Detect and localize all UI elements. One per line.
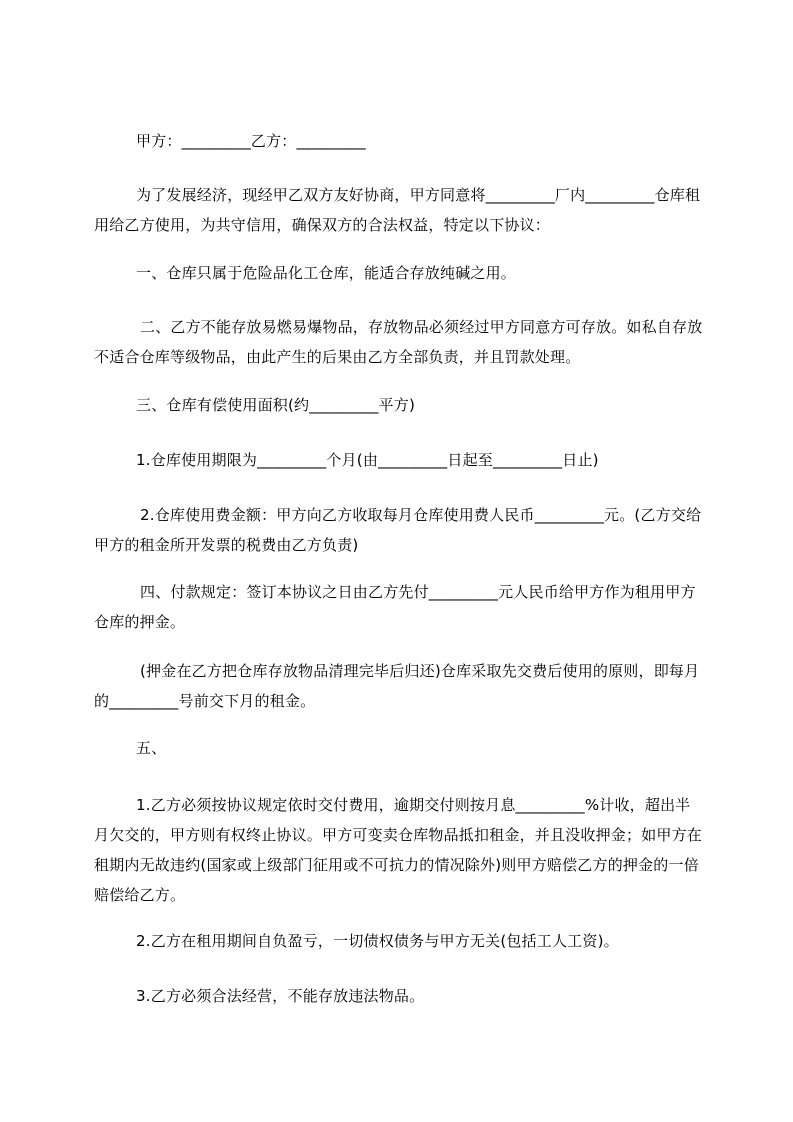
clause-3: 三、仓库有偿使用面积(约_________平方) [136,396,416,414]
parties-line: 甲方：_________乙方：_________ [136,132,366,150]
clause-5-3: 3.乙方必须合法经营，不能存放违法物品。 [136,987,425,1005]
clause-5: 五、 [136,739,167,757]
clause-4-note: (押金在乙方把仓库存放物品清理完毕后归还)仓库采取先交费后使用的原则，即每月的_________号前交下月的租金。 [94,662,700,710]
clause-5-1: 1.乙方必须按协议规定依时交付费用，逾期交付则按月息_________%计收，超出半月欠交的，甲方则有权终止协议。甲方可变卖仓库物品抵扣租金，并且没收押金；如甲方在租期内无故违约(国家或上级部门征用或不可抗力的情况除外)则甲方赔偿乙方的押金的一倍赔偿给乙方。 [94,796,703,904]
clause-1: 一、仓库只属于危险品化工仓库，能适合存放纯碱之用。 [136,264,517,282]
clause-3-2: 2.仓库使用费金额：甲方向乙方收取每月仓库使用费人民币_________元。(乙方交给甲方的租金所开发票的税费由乙方负责) [94,506,702,554]
clause-2: 二、乙方不能存放易燃易爆物品，存放物品必须经过甲方同意方可存放。如私自存放不适合仓库等级物品，由此产生的后果由乙方全部负责，并且罚款处理。 [94,318,703,366]
clause-5-2: 2.乙方在租用期间自负盈亏，一切债权债务与甲方无关(包括工人工资)。 [136,932,619,950]
intro-paragraph: 为了发展经济，现经甲乙双方友好协商，甲方同意将_________厂内_________仓库租用给乙方使用，为共守信用，确保双方的合法权益，特定以下协议： [94,186,701,234]
clause-3-1: 1.仓库使用期限为_________个月(由_________日起至_________日止) [136,451,599,469]
clause-4: 四、付款规定：签订本协议之日由乙方先付_________元人民币给甲方作为租用甲方仓库的押金。 [94,583,696,631]
